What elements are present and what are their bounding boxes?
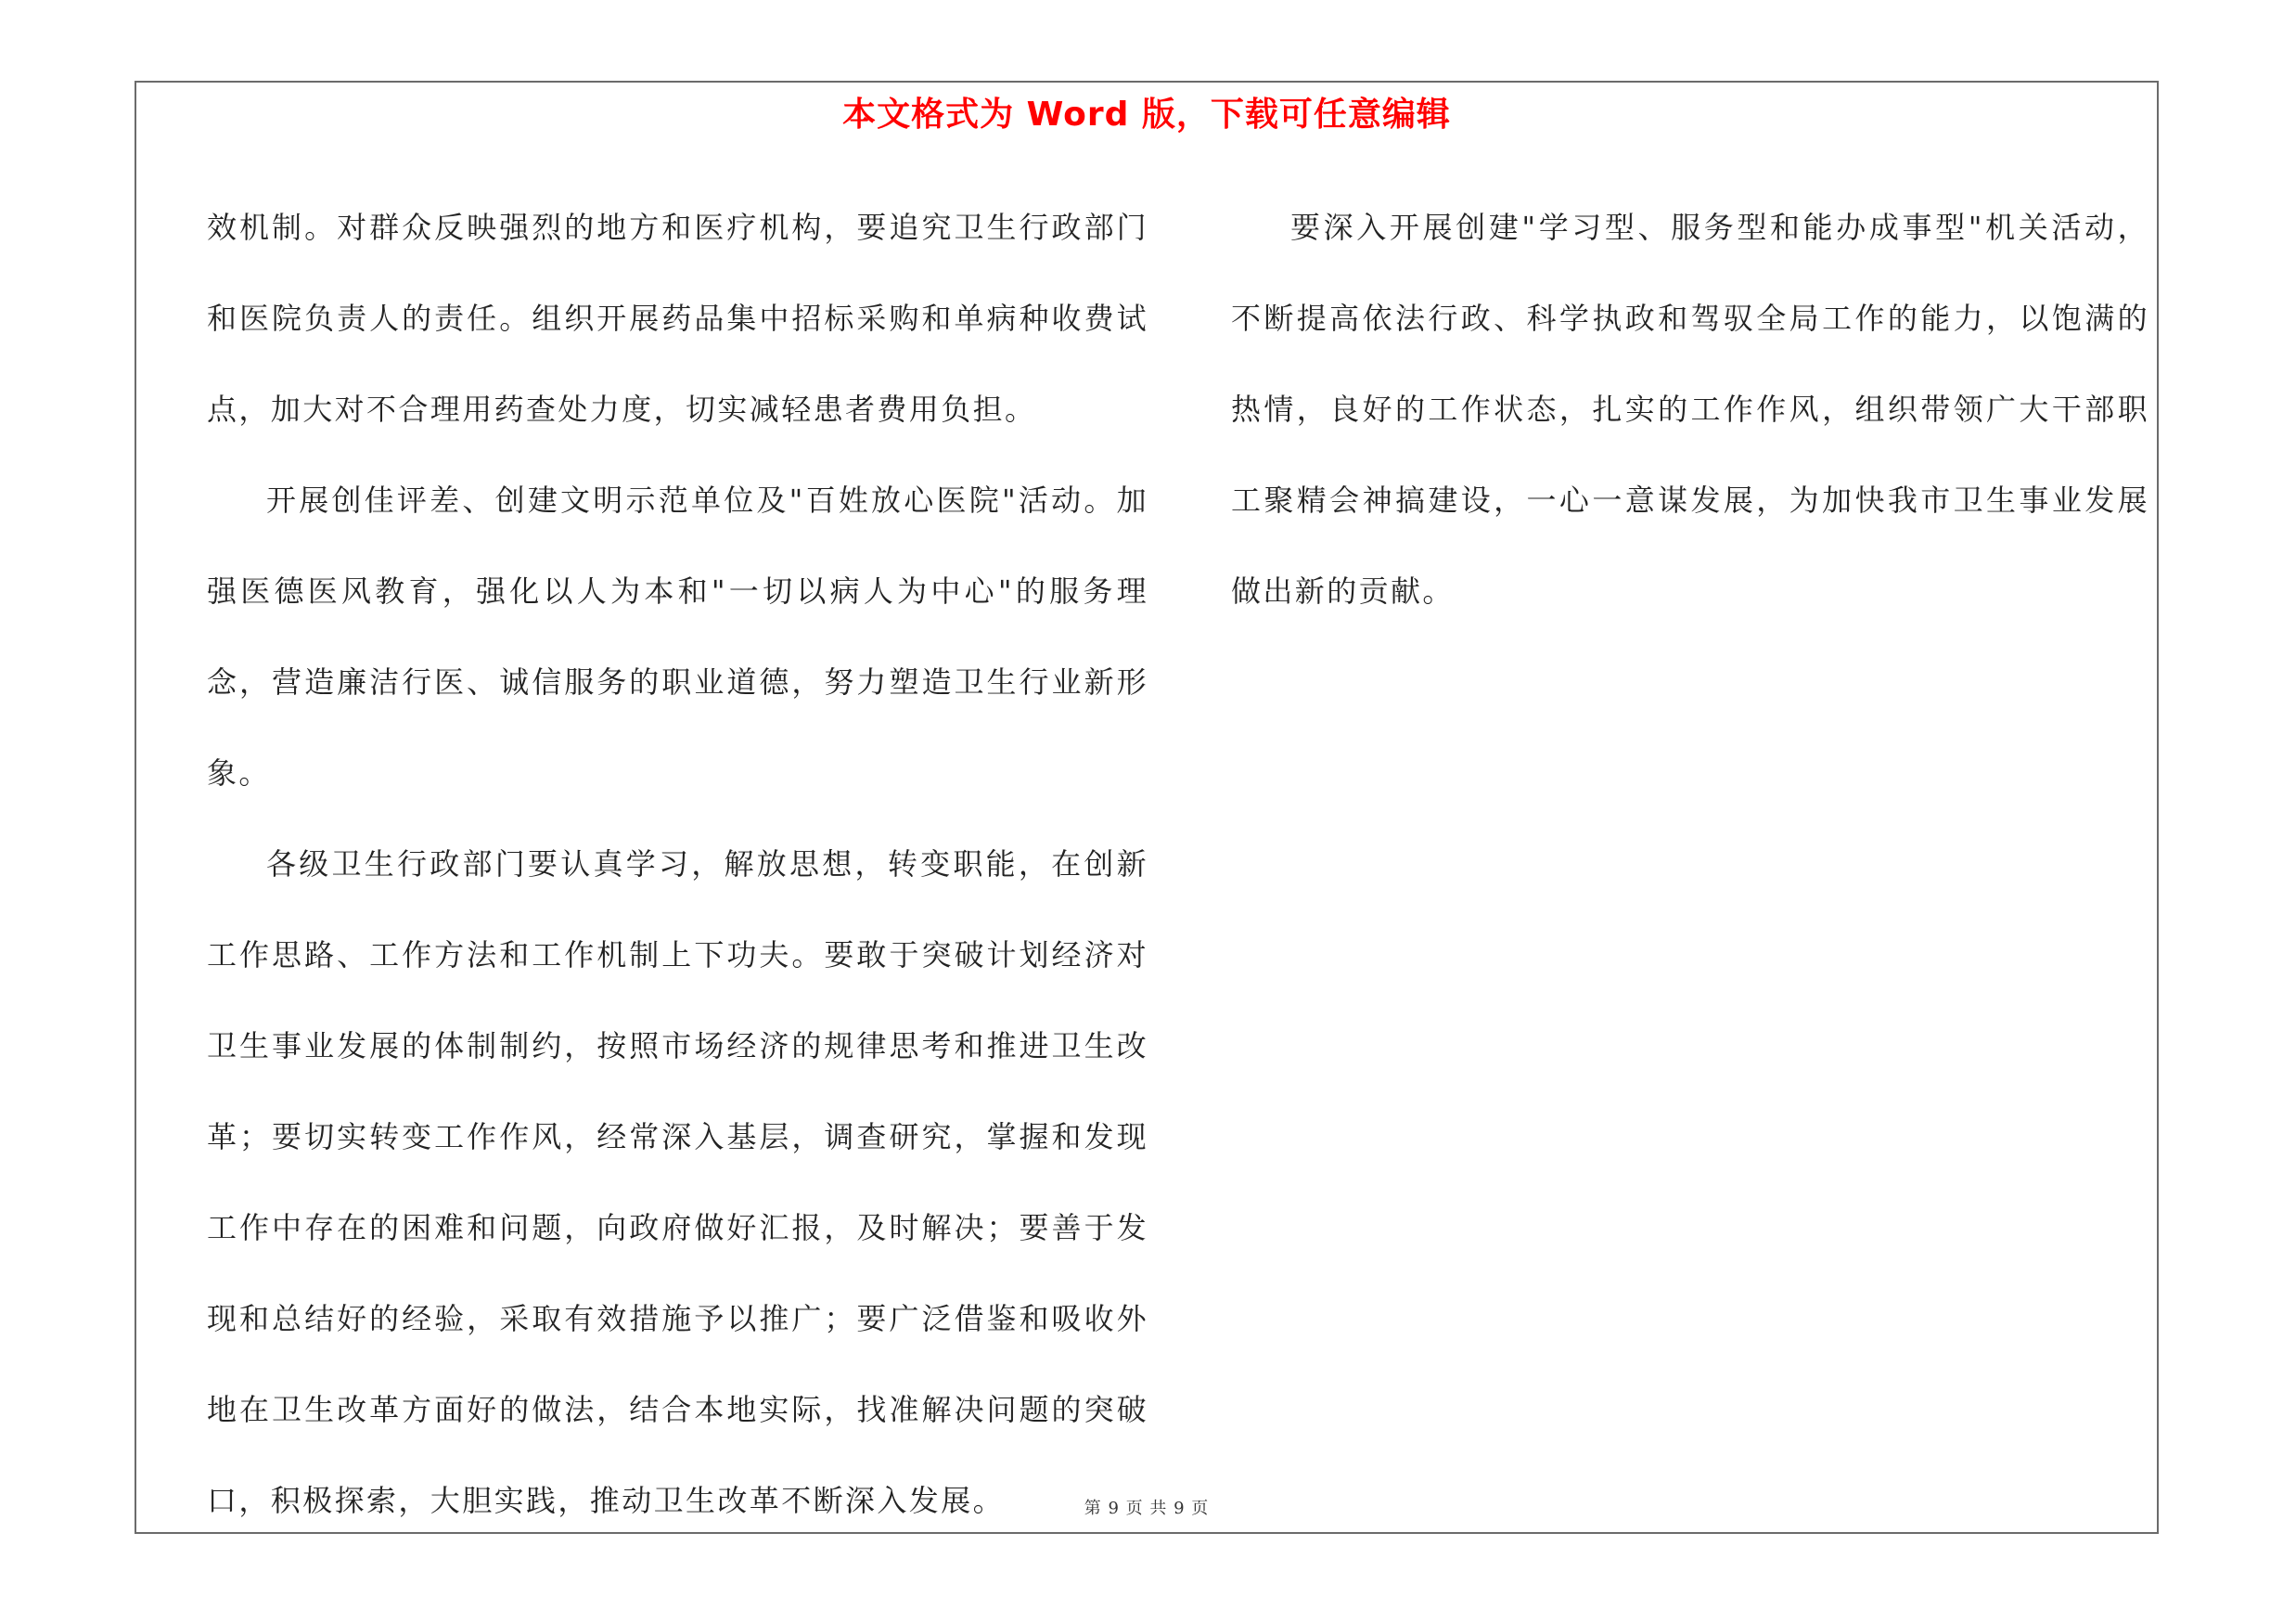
paragraph: 各级卫生行政部门要认真学习，解放思想，转变职能，在创新工作思路、工作方法和工作机制上下功夫。要敢于突破计划经济对卫生事业发展的体制制约，按照市场经济的规律思考和推进卫生改革；要切实转变工作作风，经常深入基层，调查研究，掌握和发现工作中存在的困难和问题，向政府做好汇报，及时解决；要善于发现和总结好的经验，采取有效措施予以推广；要广泛借鉴和吸收外地在卫生改革方面好的做法，结合本地实际，找准解决问题的突破口，积极探索，大胆实践，推动卫生改革不断深入发展。 [207, 846, 1148, 1518]
document-page [135, 81, 2159, 1534]
paragraph-continuation: 效机制。对群众反映强烈的地方和医疗机构，要追究卫生行政部门和医院负责人的责任。组织开展药品集中招标采购和单病种收费试点，加大对不合理用药查处力度，切实减轻患者费用负担。 [207, 210, 1148, 427]
left-text-column [207, 182, 1148, 1546]
right-text-column [1231, 182, 2149, 637]
paragraph: 要深入开展创建"学习型、服务型和能办成事型"机关活动，不断提高依法行政、科学执政和驾驭全局工作的能力，以饱满的热情，良好的工作状态，扎实的工作作风，组织带领广大干部职工聚精会神搞建设，一心一意谋发展，为加快我市卫生事业发展做出新的贡献。 [1231, 210, 2149, 609]
page-number-footer: 第 9 页 共 9 页 [1084, 1499, 1210, 1518]
paragraph: 开展创佳评差、创建文明示范单位及"百姓放心医院"活动。加强医德医风教育，强化以人为本和"一切以病人为中心"的服务理念，营造廉洁行医、诚信服务的职业道德，努力塑造卫生行业新形象。 [207, 483, 1148, 791]
format-notice-banner: 本文格式为 Word 版，下载可任意编辑 [842, 96, 1451, 134]
